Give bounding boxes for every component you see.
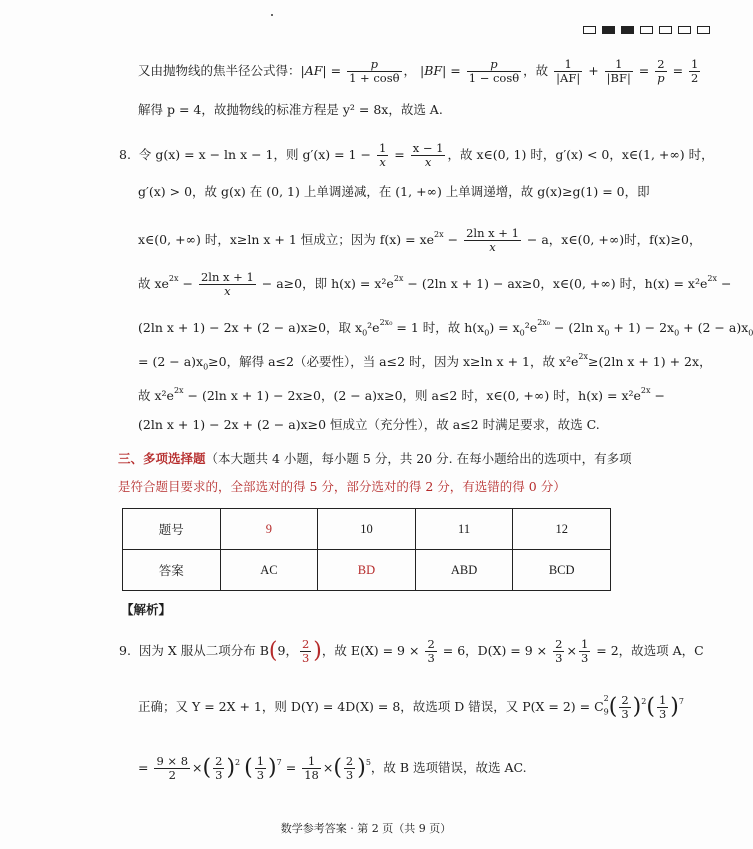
fraction: $\frac{2}{p}$ xyxy=(657,57,665,85)
q8-line-3: x∈(0, +∞) 时，x≥ln x + 1 恒成立；因为 $f(x) = xe^{2x}$ − $\frac{\text{2ln x + 1}}{x}$ − a，x∈(0, +∞)时，f(x)≥0， xyxy=(138,226,702,254)
section-multi-choice-cont: 是符合题目要求的，全部选对的得 5 分，部分选对的得 2 分，有选错的得 0 分） xyxy=(118,479,566,494)
fraction: $\frac{1}{x}$ xyxy=(378,141,387,169)
q8-line-4: 故 $xe^{2x}$ − $\frac{\text{2ln x + 1}}{x}$ − a≥0，即 $h(x) = x^2e^{2x} - (2\ln$ x + 1) − ax≥0，x∈(0, +∞) 时，$h(x) = x^2e^{2x}$ − xyxy=(138,270,732,298)
table-cell: BD xyxy=(318,550,416,591)
q8-line-1: 8. 令 g(x) = x − ln x − 1，则 g′(x) = 1 − $\frac{1}{x}$ = $\frac{x - 1}{x}$ ，故 x∈(0, 1) 时，g′(x) < 0，x∈(1, +∞) 时， xyxy=(119,141,714,169)
table-cell: 10 xyxy=(318,509,416,550)
table-row xyxy=(123,509,611,550)
mark-empty xyxy=(640,26,653,34)
mark-filled xyxy=(602,26,615,34)
answer-line: 解得 p = 4，故抛物线的标准方程是 y² = 8x，故选 A. xyxy=(138,102,443,117)
mark-empty xyxy=(583,26,596,34)
answer-table xyxy=(122,508,611,591)
q8-line-5: (2ln x + 1) − 2x + (2 − a)x≥0，取 $x_0^2e^{2x_0} = 1$ 时，故 $h(x_0) = x_0^2e^{2x_0} - (2\ln$ $x_0 + 1) - 2x_0 + (2 - a)x_0$ xyxy=(138,318,753,338)
q8-line-8: (2ln x + 1) − 2x + (2 − a)x≥0 恒成立（充分性），故 a≤2 时满足要求，故选 C. xyxy=(138,417,600,432)
fraction: $\frac{2}{3}$ xyxy=(215,754,223,782)
fraction: $\frac{\text{2ln x + 1}}{x}$ xyxy=(200,270,254,298)
header-progress-marks xyxy=(583,26,710,34)
table-cell: ABD xyxy=(415,550,513,591)
table-cell: 题号 xyxy=(123,509,221,550)
mark-empty xyxy=(678,26,691,34)
fraction: $\frac{2}{3}$ xyxy=(621,693,629,721)
table-cell: 11 xyxy=(415,509,513,550)
table-cell: 9 xyxy=(220,509,318,550)
q9-line-1: 9. 因为 X 服从二项分布 B(9， $\frac{2}{3}$ )，故 E(X) = 9 × $\frac{2}{3}$ = 6，D(X) = 9 × $\frac{2}{3}$ × $\frac{1}{3}$ = 2，故选项 A，C xyxy=(119,637,704,665)
fraction: $\frac{2}{3}$ xyxy=(427,637,435,665)
fraction: $\frac{x - 1}{x}$ xyxy=(412,141,444,169)
table-cell: 答案 xyxy=(123,550,221,591)
mark-empty xyxy=(659,26,672,34)
speck xyxy=(271,14,273,16)
mark-empty xyxy=(697,26,710,34)
mark-filled xyxy=(621,26,634,34)
q8-line-6: = $(2 - a)x_0\ge 0$，解得 a≤2（必要性），当 a≤2 时，因为 x≥ln x + 1，故 $x^2e^{2x}\ge(2\ln$ x + 1) + 2x， xyxy=(138,352,712,372)
fraction: $\frac{1}{2}$ xyxy=(691,57,699,85)
analysis-heading: 【解析】 xyxy=(121,602,172,617)
table-cell: BCD xyxy=(513,550,611,591)
table-cell: 12 xyxy=(513,509,611,550)
focal-radius-line: 又由抛物线的焦半径公式得：|AF| = $\frac{p}{1 + \cos\theta}$ ， |BF| = $\frac{p}{1 - \cos\theta}$ ，故 $\frac{1}{|AF|}$ + $\frac{1}{|BF|}$ = $\frac{2}{p}$ = $\frac{1}{2}$ xyxy=(138,57,699,85)
fraction: $\frac{1}{3}$ xyxy=(658,693,667,721)
fraction: $\frac{1}{18}$ xyxy=(304,754,319,782)
fraction: $\frac{\text{2ln x + 1}}{x}$ xyxy=(466,226,519,254)
page-footer: 数学参考答案 · 第 2 页（共 9 页） xyxy=(280,822,452,835)
fraction: $\frac{2}{3}$ xyxy=(345,754,354,782)
fraction: $\frac{2}{3}$ xyxy=(555,637,563,665)
fraction: $\frac{1}{3}$ xyxy=(580,637,589,665)
fraction: $\frac{9 \times 8}{2}$ xyxy=(156,754,189,782)
fraction: $\frac{1}{3}$ xyxy=(256,754,265,782)
fraction: $\frac{2}{3}$ xyxy=(301,637,310,665)
table-cell: AC xyxy=(220,550,318,591)
fraction: $\frac{p}{1 + \cos\theta}$ xyxy=(349,57,400,85)
q9-line-3: = $\frac{9 \times 8}{2}$ ×( $\frac{2}{3}$ )$^2$ ( $\frac{1}{3}$ )$^7$ = $\frac{1}{18}$ ×( $\frac{2}{3}$ )$^5$，故 B 选项错误，故选 AC. xyxy=(138,754,527,782)
fraction: $\frac{p}{1 - \cos\theta}$ xyxy=(468,57,520,85)
table-row xyxy=(123,550,611,591)
section-multi-choice: 三、多项选择题（本大题共 4 小题，每小题 5 分，共 20 分. 在每小题给出的选项中，有多项 xyxy=(118,451,632,466)
fraction: $\frac{1}{|AF|}$ xyxy=(556,57,581,85)
fraction: $\frac{1}{|BF|}$ xyxy=(606,57,631,85)
q9-line-2: 正确；又 Y = 2X + 1，则 D(Y) = 4D(X) = 8，故选项 D 错误，又 P(X = 2) = C 2 $_9$( $\frac{2}{3}$ )$^2$( $\frac{1}{3}$ )$^7$ xyxy=(138,693,684,721)
q8-line-2: g′(x) > 0，故 g(x) 在 (0, 1) 上单调递减，在 (1, +∞) 上单调递增，故 g(x)≥g(1) = 0，即 xyxy=(138,184,650,199)
q8-line-7: 故 $x^2e^{2x} - (2\ln$ x + 1) − 2x≥0，(2 − a)x≥0，则 a≤2 时，x∈(0, +∞) 时，$h(x) = x^2e^{2x}$ − xyxy=(138,386,665,403)
